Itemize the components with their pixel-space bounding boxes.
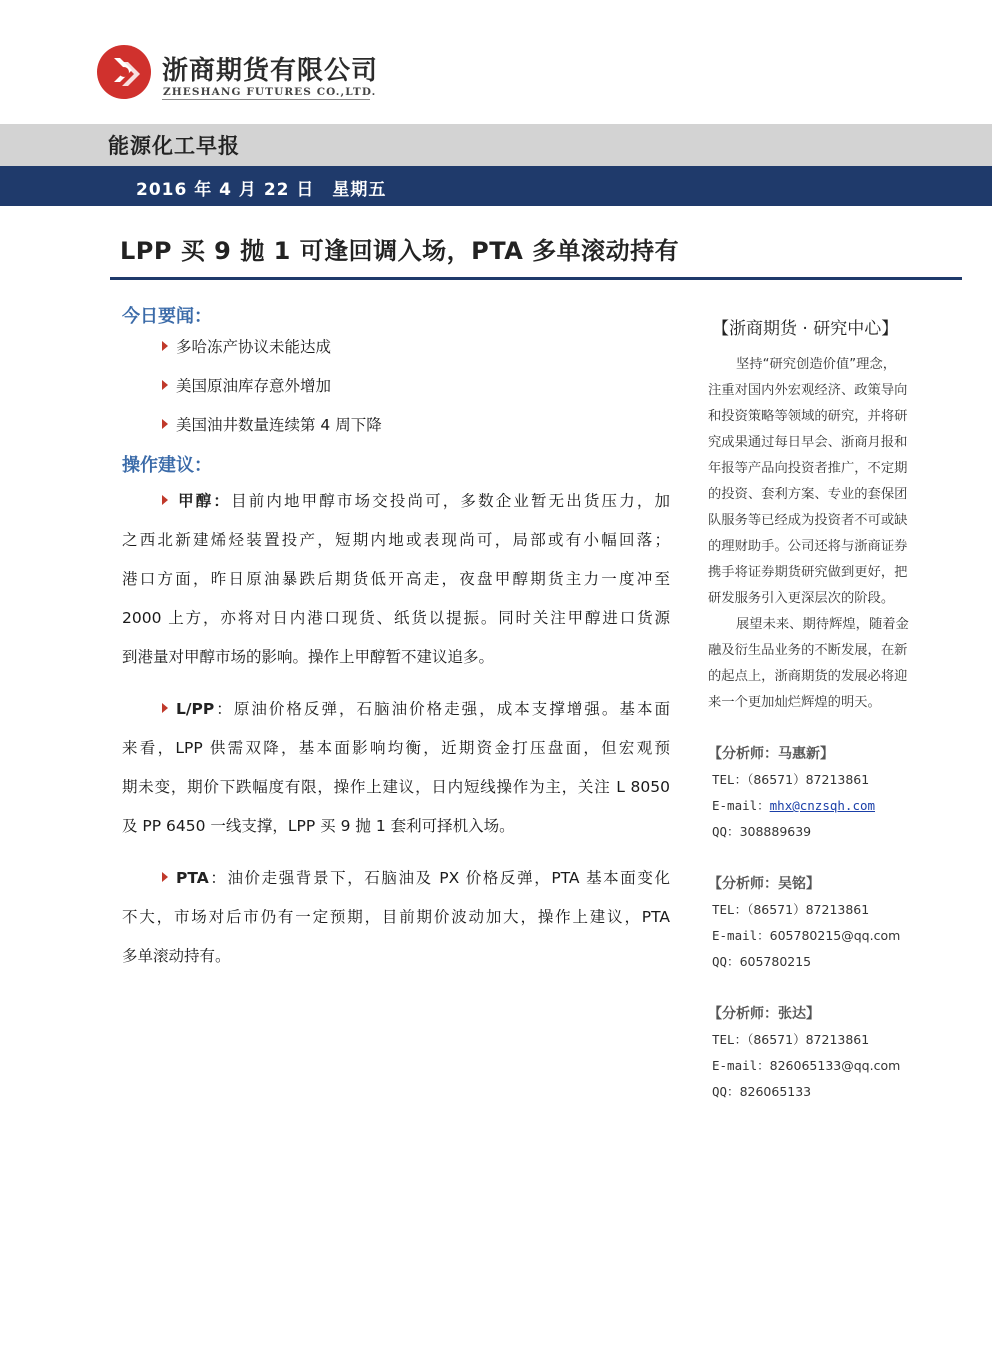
company-name-cn: 浙商期货有限公司 — [162, 56, 379, 86]
analyst-email: E-mail：826065133@qq.com — [712, 1058, 901, 1073]
analyst-name: 【分析师：马惠新】 — [708, 746, 834, 762]
pta-label: PTA — [176, 869, 209, 887]
bullet-arrow-icon — [162, 380, 168, 390]
bullet-arrow-icon — [162, 419, 168, 429]
news-heading: 今日要闻： — [122, 306, 212, 327]
analyst-name: 【分析师：吴铭】 — [708, 876, 820, 892]
report-title: 能源化工早报 — [108, 134, 240, 158]
company-logo — [96, 44, 152, 100]
analyst-card — [708, 1001, 952, 1105]
company-name-en: ZHESHANG FUTURES CO.,LTD. — [163, 86, 377, 98]
bullet-arrow-icon — [162, 872, 168, 882]
analyst-card — [708, 871, 952, 975]
research-outlook: 展望未来、期待辉煌，随着金 融及衍生品业务的不断发展，在新 的起点上，浙商期货的发展必将迎 来一个更加灿烂辉煌的明天。 — [708, 617, 909, 710]
news-item: 多哈冻产协议未能达成 — [162, 335, 331, 357]
report-weekday: 星期五 — [332, 180, 387, 200]
analyst-email: E-mail：mhx@cnzsqh.com — [712, 798, 876, 813]
analyst-tel: TEL：（86571）87213861 — [712, 1032, 870, 1047]
lpp-label: L/PP — [176, 700, 215, 718]
news-item: 美国原油库存意外增加 — [162, 374, 331, 396]
analyst-name: 【分析师：张达】 — [708, 1006, 820, 1022]
methanol-label: 甲醇： — [176, 492, 232, 510]
analyst-email: E-mail：605780215@qq.com — [712, 928, 901, 943]
company-divider — [162, 99, 370, 100]
advice-heading: 操作建议： — [122, 455, 212, 476]
pta-paragraph: PTA：油价走强背景下，石脑油及 PX 价格反弹，PTA 基本面变化 不大，市场对后市仍有一定预期，目前期价波动加大，操作上建议，PTA 多单滚动持有。 — [122, 869, 670, 965]
analyst-email-value: 605780215@qq.com — [769, 928, 901, 943]
analyst-email-link[interactable]: mhx@cnzsqh.com — [769, 798, 876, 813]
analyst-email-value: 826065133@qq.com — [769, 1058, 901, 1073]
research-intro: 坚持“研究创造价值”理念， 注重对国内外宏观经济、政策导向 和投资策略等领域的研究，并将研 究成果通过每日早会、浙商月报和 年报等产品向投资者推广，不定期 的投资、套利方案、专业的套保团 队服务等已经成为投资者不可或缺 的理财助手。公司还将与浙商证券 携手将证券期货研究做到更好，把 研发服务引入更深层次的阶段。 — [708, 357, 908, 606]
news-item: 美国油井数量连续第 4 周下降 — [162, 413, 382, 435]
report-date-line — [136, 175, 386, 200]
analyst-tel: TEL：（86571）87213861 — [712, 772, 870, 787]
analyst-tel: TEL：（86571）87213861 — [712, 902, 870, 917]
report-date: 2016 年 4 月 22 日 — [136, 180, 315, 200]
research-center-title: 【浙商期货 · 研究中心】 — [712, 319, 899, 339]
analyst-qq: QQ：605780215 — [712, 954, 812, 969]
bullet-arrow-icon — [162, 703, 168, 713]
methanol-paragraph: 甲醇：目前内地甲醇市场交投尚可，多数企业暂无出货压力，加 之西北新建烯烃装置投产，短期内地或表现尚可，局部或有小幅回落； 港口方面，昨日原油暴跌后期货低开高走，夜盘甲醇期货主力一度冲至 2000 上方，亦将对日内港口现货、纸货以提振。同时关注甲醇进口货源 到港量对甲醇市场的影响。操作上甲醇暂不建议追多。 — [122, 492, 670, 666]
headline-divider — [110, 277, 962, 280]
lpp-paragraph: L/PP：原油价格反弹，石脑油价格走强，成本支撑增强。基本面 来看，LPP 供需双降，基本面影响均衡，近期资金打压盘面，但宏观预 期未变，期价下跌幅度有限，操作上建议，日内短线操作为主，关注 L 8050 及 PP 6450 一线支撑，LPP 买 9 抛 1 套利可择机入场。 — [122, 700, 670, 835]
headline: LPP 买 9 抛 1 可逢回调入场，PTA 多单滚动持有 — [120, 237, 680, 265]
analyst-qq: QQ：826065133 — [712, 1084, 812, 1099]
analyst-card — [708, 741, 952, 845]
bullet-arrow-icon — [162, 341, 168, 351]
analyst-qq: QQ：308889639 — [712, 824, 812, 839]
bullet-arrow-icon — [162, 495, 168, 505]
